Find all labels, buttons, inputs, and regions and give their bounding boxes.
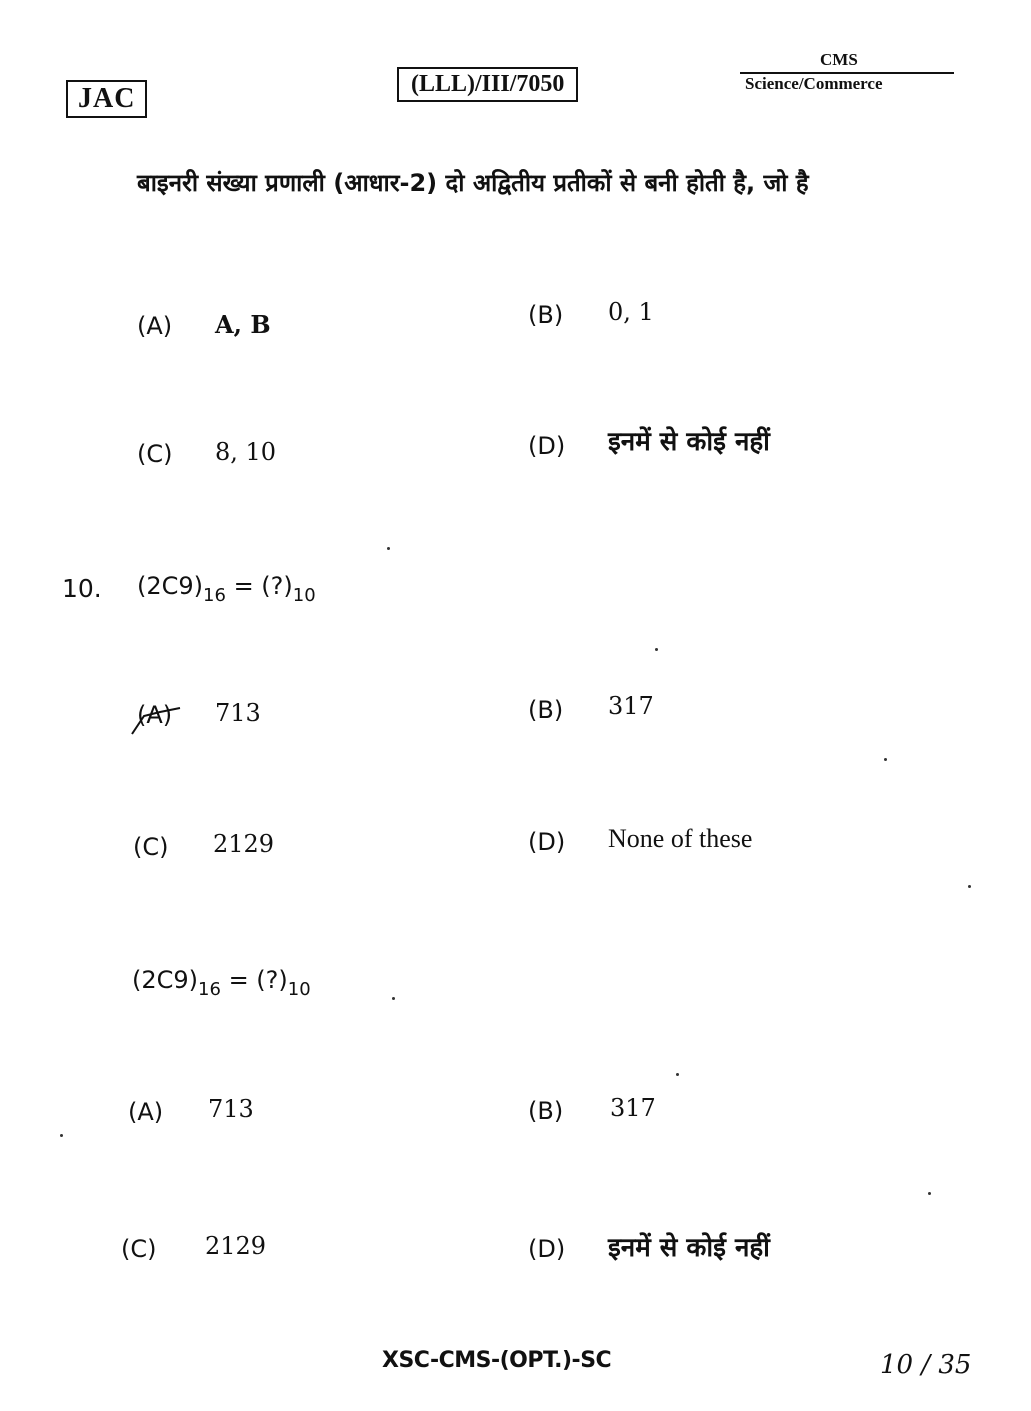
question-expression — [137, 572, 316, 606]
option-text: 2129 — [205, 1232, 267, 1260]
pen-tick-mark — [130, 704, 190, 740]
option-letter: (B) — [528, 1097, 564, 1125]
scan-speck — [392, 997, 395, 1000]
expr-base: (2C9) — [132, 966, 199, 994]
option-letter: (B) — [528, 301, 564, 329]
question-expression — [132, 966, 311, 1000]
expr-mid: = (?) — [225, 572, 293, 600]
scan-speck — [928, 1192, 931, 1195]
expr-sub: 16 — [198, 979, 221, 1000]
option-text: 0, 1 — [608, 298, 654, 326]
option-text: None of these — [608, 824, 753, 853]
option-letter: (C) — [133, 833, 169, 861]
expr-sub: 16 — [203, 585, 226, 606]
question-text-hindi: बाइनरी संख्या प्रणाली (आधार-2) दो अद्वितीय प्रतीकों से बनी होती है, जो है — [137, 169, 809, 197]
stream-label: Science/Commerce — [745, 74, 883, 93]
option-text: 317 — [608, 692, 654, 720]
page-number: 10 / 35 — [880, 1350, 972, 1380]
scan-speck — [884, 758, 887, 761]
option-letter: (A) — [137, 312, 173, 340]
expr-base: (2C9) — [137, 572, 204, 600]
option-text: इनमें से कोई नहीं — [608, 427, 770, 457]
expr-mid: = (?) — [220, 966, 288, 994]
option-text: A, B — [215, 310, 271, 339]
footer-paper-code: XSC-CMS-(OPT.)-SC — [382, 1348, 612, 1373]
option-text: 713 — [208, 1095, 254, 1123]
option-letter: (D) — [528, 432, 566, 460]
subject-code: CMS — [820, 50, 858, 69]
option-letter: (A) — [137, 701, 173, 729]
scan-speck — [676, 1073, 679, 1076]
subject-board-box: JAC — [66, 80, 147, 118]
option-text: 8, 10 — [215, 438, 277, 466]
option-letter: (A) — [128, 1098, 164, 1126]
scan-speck — [60, 1134, 63, 1137]
option-letter: (B) — [528, 696, 564, 724]
option-text: 713 — [215, 699, 261, 727]
option-letter: (C) — [121, 1235, 157, 1263]
option-text: इनमें से कोई नहीं — [608, 1233, 770, 1263]
expr-sub: 10 — [287, 979, 311, 1000]
question-number: 10. — [62, 574, 102, 603]
expr-sub: 10 — [292, 585, 316, 606]
scan-speck — [387, 547, 390, 550]
scan-speck — [968, 885, 971, 888]
paper-code-box: (LLL)/III/7050 — [397, 67, 578, 102]
option-text: 317 — [610, 1094, 656, 1122]
option-letter: (D) — [528, 1235, 566, 1263]
scan-speck — [655, 648, 658, 651]
option-letter: (C) — [137, 440, 173, 468]
option-text: 2129 — [213, 830, 275, 858]
option-letter: (D) — [528, 828, 566, 856]
